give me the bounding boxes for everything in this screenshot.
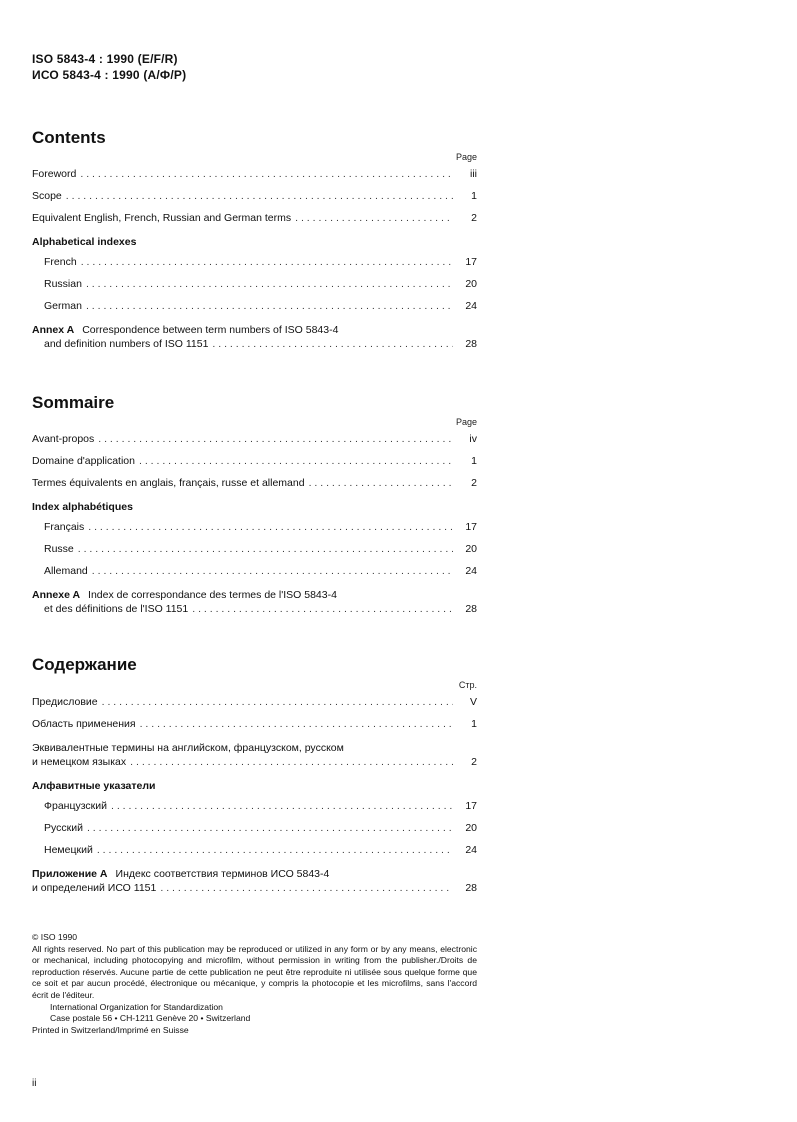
toc-entry-page: 20 (465, 543, 477, 555)
toc-entry[interactable] (32, 521, 477, 543)
annex-entry[interactable] (32, 868, 477, 898)
toc-entry[interactable] (32, 696, 477, 718)
toc-entry-page: 24 (465, 844, 477, 856)
annex-label: Annexe A (32, 589, 81, 601)
toc-entry[interactable] (32, 822, 477, 844)
toc-entry-page: 17 (465, 800, 477, 812)
annex-page: 28 (465, 603, 477, 615)
toc-entry[interactable] (32, 168, 477, 190)
soderzhanie-page-label: Стр. (458, 680, 477, 690)
toc-entry-label: Область применения (32, 718, 136, 730)
copyright-block (32, 932, 477, 1036)
toc-entry-page: 17 (465, 521, 477, 533)
toc-entry-page: 17 (465, 256, 477, 268)
copyright-notice: All rights reserved. No part of this publication may be reproduced or utilized in any form or by any means, electronic or mechanical, including photocopying and microfilm, without permission in writing from the publisher./Droits de reproduction réservés. Aucune partie de cette publication ne peut être reproduite ni utilisée sous quelque forme que ce soit et par aucun procédé, électronique ou mécanique, y compris la photocopie et les microfilms, sans l'accord écrit de l'éditeur. (32, 943, 477, 1000)
annex-page: 28 (465, 882, 477, 894)
toc-entry[interactable] (32, 190, 477, 212)
toc-entry[interactable] (32, 800, 477, 822)
sommaire-title: Sommaire (32, 393, 115, 412)
annex-title-line-2: и определений ИСО 1151 (32, 882, 157, 894)
toc-entry-page: V (469, 696, 477, 708)
toc-entry-page: 1 (471, 190, 477, 202)
toc-entry-page: 2 (471, 756, 477, 768)
toc-entry-label-line-2: и немецком языках (32, 756, 127, 768)
toc-entry[interactable] (32, 300, 477, 322)
toc-entry-label-line-1: Эквивалентные термины на английском, французском, русском (32, 742, 344, 754)
contents-toc (32, 168, 477, 354)
toc-entry[interactable] (32, 278, 477, 300)
annex-title-line-2: et des définitions de l'ISO 1151 (44, 603, 189, 615)
toc-entry-page: 20 (465, 822, 477, 834)
index-heading: Алфавитные указатели (32, 780, 156, 792)
contents-title: Contents (32, 128, 106, 147)
toc-entry-page: 2 (471, 212, 477, 224)
page-number: ii (32, 1078, 37, 1089)
toc-entry-label: Russian (44, 278, 82, 290)
toc-entry-label: Russe (44, 543, 74, 555)
toc-entry-label: Французский (44, 800, 107, 812)
toc-entry[interactable] (32, 455, 477, 477)
toc-entry-page: 24 (465, 565, 477, 577)
annex-title-line-1: Индекс соответствия терминов ИСО 5843-4 (115, 868, 330, 880)
toc-entry[interactable] (32, 477, 477, 499)
annex-title-line-1: Correspondence between term numbers of ISO 5843-4 (82, 324, 339, 336)
toc-entry-label: Предисловие (32, 696, 98, 708)
annex-label: Приложение А (32, 868, 108, 880)
toc-entry-label: Русский (44, 822, 83, 834)
annex-label: Annex A (32, 324, 75, 336)
toc-entry[interactable] (32, 543, 477, 565)
toc-entry-label: Foreword (32, 168, 77, 180)
toc-entry-page: 1 (471, 718, 477, 730)
index-heading: Alphabetical indexes (32, 236, 137, 248)
toc-entry-page: 1 (471, 455, 477, 467)
toc-entry-label: Equivalent English, French, Russian and German terms (32, 212, 292, 224)
toc-entry[interactable] (32, 256, 477, 278)
toc-entry-label: German (44, 300, 82, 312)
publisher-address: Case postale 56 • CH-1211 Genève 20 • Switzerland (50, 1013, 251, 1024)
toc-entry[interactable] (32, 844, 477, 866)
toc-entry-label: Français (44, 521, 85, 533)
toc-entry[interactable] (32, 718, 477, 740)
toc-entry-page: iv (469, 433, 477, 445)
toc-entry-label: Termes équivalents en anglais, français, russe et allemand (32, 477, 305, 489)
toc-entry[interactable] (32, 565, 477, 587)
toc-entry-label: French (44, 256, 77, 268)
annex-entry[interactable] (32, 589, 477, 619)
publisher-org: International Organization for Standardization (50, 1001, 223, 1012)
soderzhanie-toc (32, 696, 477, 898)
index-heading: Index alphabétiques (32, 501, 133, 513)
toc-entry-label: Domaine d'application (32, 455, 135, 467)
toc-entry-page: 24 (465, 300, 477, 312)
annex-title-line-1: Index de correspondance des termes de l'ISO 5843-4 (88, 589, 337, 601)
toc-entry-label: Немецкий (44, 844, 93, 856)
annex-entry[interactable] (32, 324, 477, 354)
contents-page-label: Page (455, 152, 477, 162)
printed-in: Printed in Switzerland/Imprimé en Suisse (32, 1024, 189, 1035)
annex-page: 28 (465, 338, 477, 350)
toc-entry-page: iii (470, 168, 477, 180)
copyright-line: © ISO 1990 (32, 932, 78, 942)
sommaire-page-label: Page (455, 417, 477, 427)
toc-entry[interactable] (32, 742, 477, 772)
toc-entry-page: 2 (471, 477, 477, 489)
document-id-line-2: ИСО 5843-4 : 1990 (А/Ф/Р) (32, 68, 187, 82)
toc-entry-label: Avant-propos (32, 433, 95, 445)
toc-entry-label: Allemand (44, 565, 88, 577)
toc-entry-page: 20 (465, 278, 477, 290)
toc-entry[interactable] (32, 212, 477, 234)
toc-entry-label: Scope (32, 190, 62, 202)
sommaire-toc (32, 433, 477, 619)
annex-title-line-2: and definition numbers of ISO 1151 (44, 338, 209, 350)
document-id-line-1: ISO 5843-4 : 1990 (E/F/R) (32, 52, 178, 66)
toc-entry[interactable] (32, 433, 477, 455)
soderzhanie-title: Содержание (32, 655, 137, 674)
